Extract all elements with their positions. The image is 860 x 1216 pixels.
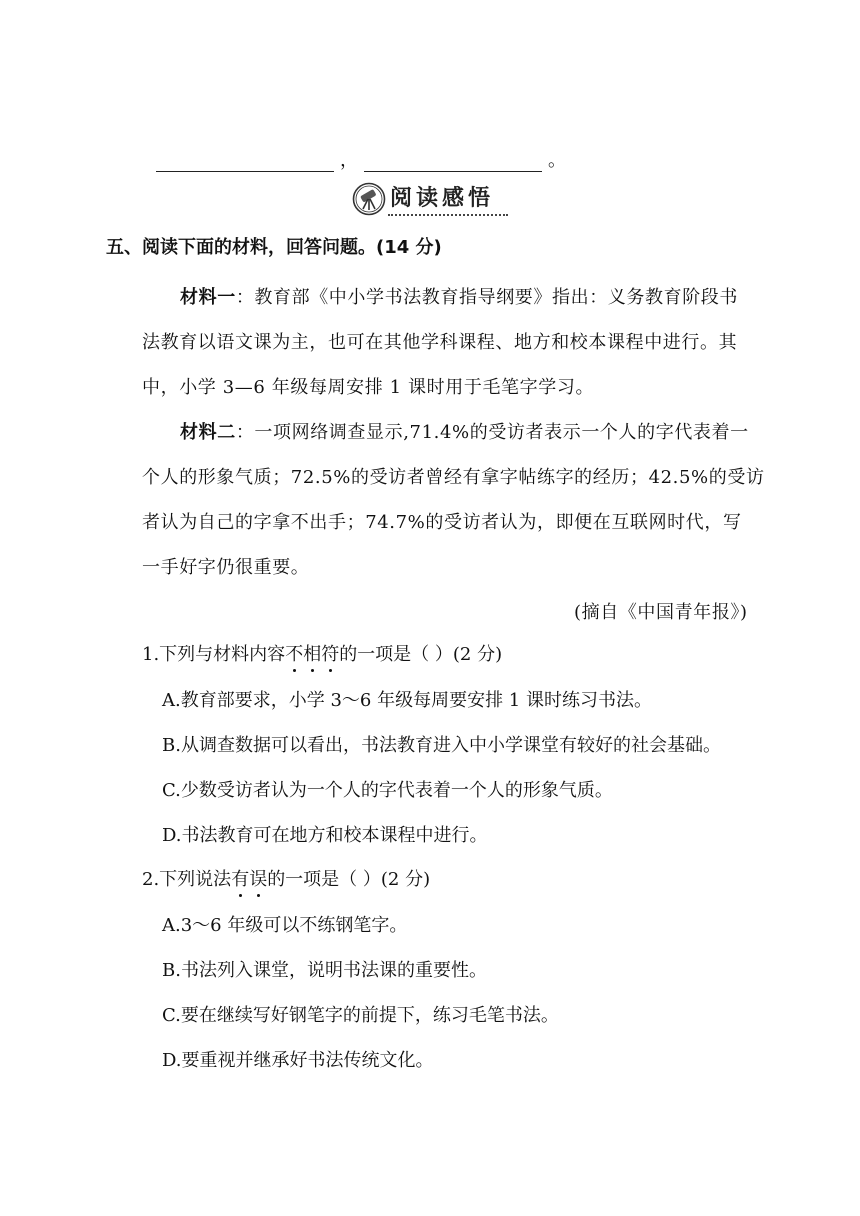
section-title: 阅读感悟 [390,186,495,211]
emphasis-char: 误 [249,869,268,890]
subquestion-2-option-d: D.要重视并继承好书法传统文化。 [162,1050,434,1071]
material2-label: 材料二 [180,422,236,443]
material2-line2: 个人的形象气质；72.5%的受访者曾经有拿字帖练字的经历；42.5%的受访 [142,467,765,488]
subquestion-2-option-a: A.3～6 年级可以不练钢笔字。 [162,915,408,936]
subquestion-1-option-a: A.教育部要求，小学 3～6 年级每周要安排 1 课时练习书法。 [162,690,652,711]
answer-blank-row [156,146,572,172]
subquestion-1-option-d: D.书法教育可在地方和校本课程中进行。 [162,825,488,846]
subquestion-1-prefix: 1.下列与材料内容 [142,644,286,665]
comma: ， [340,150,358,171]
subquestion-1-option-c: C.少数受访者认为一个人的字代表着一个人的形象气质。 [162,780,613,801]
subquestion-1-suffix: 的一项是（ ）(2 分) [339,644,503,665]
answer-blank-2[interactable] [364,157,542,172]
subquestion-1-option-b: B.从调查数据可以看出，书法教育进入中小学课堂有较好的社会基础。 [162,735,721,756]
material1-line3: 中，小学 3—6 年级每周安排 1 课时用于毛笔字学习。 [142,377,595,398]
emphasis-char: 不 [285,644,304,665]
source-citation: (摘自《中国青年报》) [574,602,748,623]
emphasis-char: 相 [303,644,322,665]
material1-label: 材料一 [180,287,236,308]
material1-text: ：教育部《中小学书法教育指导纲要》指出：义务教育阶段书 [235,287,739,308]
material2-line1 [180,418,749,444]
telescope-icon [352,182,386,216]
material1-line2: 法教育以语文课为主，也可在其他学科课程、地方和校本课程中进行。其 [142,332,738,353]
answer-blank-1[interactable] [156,157,334,172]
subquestion-2-option-b: B.书法列入课堂，说明书法课的重要性。 [162,960,487,981]
material2-line4: 一手好字仍很重要。 [142,557,310,578]
emphasis-char: 符 [321,644,340,665]
section-header [348,178,508,220]
material1-line1 [180,283,738,309]
material2-line3: 者认为自己的字拿不出手；74.7%的受访者认为，即便在互联网时代，写 [142,512,742,533]
subquestion-1-stem [142,640,502,666]
period: 。 [548,150,566,171]
question-title: 五、阅读下面的材料，回答问题。(14 分) [106,237,442,258]
subquestion-2-option-c: C.要在继续写好钢笔字的前提下，练习毛笔书法。 [162,1005,559,1026]
subquestion-2-prefix: 2.下列说法 [142,869,232,890]
section-underline [388,214,508,216]
material2-text: ：一项网络调查显示,71.4%的受访者表示一个人的字代表着一 [235,422,749,443]
emphasis-char: 有 [231,869,250,890]
subquestion-2-stem [142,865,430,891]
subquestion-2-suffix: 的一项是（ ）(2 分) [267,869,431,890]
